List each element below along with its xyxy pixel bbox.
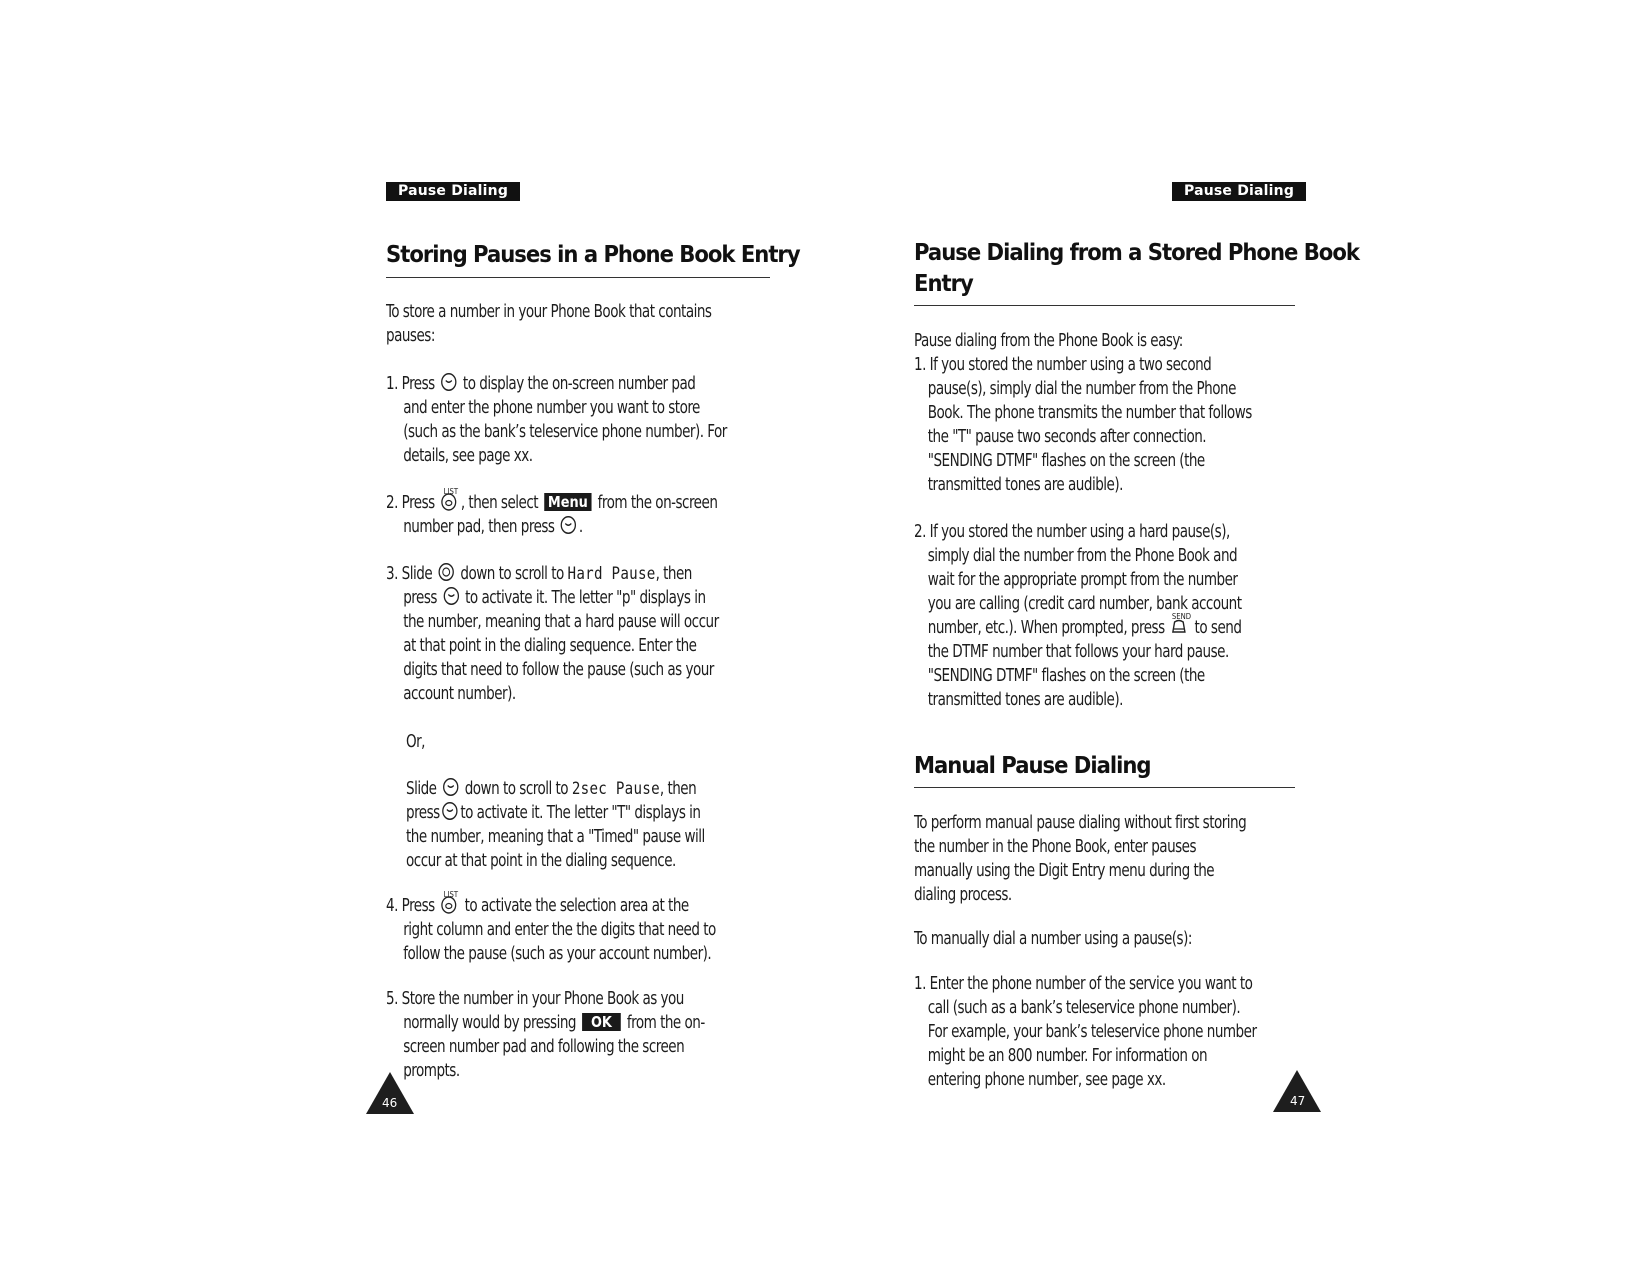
step-text: call (such as a bank’s teleservice phone number). (927, 998, 1241, 1018)
step-text: right column and enter the the digits that need to (403, 920, 716, 940)
step-text: entering phone number, see page xx. (927, 1070, 1166, 1090)
nav-key-icon (438, 562, 455, 582)
step-number: 2. (914, 522, 926, 542)
step-text: press (403, 588, 437, 608)
page-number-right (1273, 1070, 1321, 1112)
intro-line: pauses: (386, 326, 435, 346)
step-text: down to scroll to (464, 779, 569, 799)
step-text: press (406, 803, 440, 823)
manual-item-1 (914, 972, 1257, 1092)
step-3 (386, 562, 719, 706)
page-number-text: 46 (382, 1096, 398, 1110)
right-item-2 (914, 520, 1242, 712)
step-text: from the on- (626, 1013, 705, 1033)
step-text: , then (659, 779, 697, 799)
menu-option-text: 2sec Pause (571, 779, 660, 798)
step-text: If you stored the number using a hard pause(s), (929, 522, 1230, 542)
step-text: you are calling (credit card number, bank account (927, 594, 1242, 614)
step-text: to activate it. The letter "T" displays in (460, 803, 701, 823)
step-text: the "T" pause two seconds after connection. (927, 427, 1207, 447)
step-number: 2. (386, 493, 398, 513)
paragraph-line: To perform manual pause dialing without first storing (914, 813, 1247, 833)
ok-softkey-icon: OK (582, 1013, 620, 1031)
step-text: the number, meaning that a hard pause will occur (403, 612, 719, 632)
ok-key-icon (442, 586, 459, 606)
step-text: might be an 800 number. For information on (927, 1046, 1208, 1066)
intro-right: Pause dialing from the Phone Book is easy: (914, 331, 1183, 351)
manual-lead: To manually dial a number using a pause(s): (914, 929, 1192, 949)
step-text: , then select (460, 493, 539, 513)
step-number: 5. (386, 989, 398, 1009)
step-text: to display the on-screen number pad (462, 374, 696, 394)
ok-key-icon (441, 801, 458, 821)
send-key-icon (1170, 612, 1192, 636)
section-badge-left: Pause Dialing (386, 182, 520, 201)
paragraph-line: manually using the Digit Entry menu during the (914, 861, 1215, 881)
step-text: to send (1194, 618, 1242, 638)
list-key-icon (440, 487, 459, 511)
step-text: Slide (401, 564, 433, 584)
section-badge-right: Pause Dialing (1172, 182, 1306, 201)
step-number: 1. (914, 355, 926, 375)
step-text: For example, your bank’s teleservice phone number (927, 1022, 1257, 1042)
step-number: 1. (386, 374, 398, 394)
ok-key-icon (440, 372, 457, 392)
title-rule-right (914, 305, 1295, 306)
manual-title-rule (914, 787, 1295, 788)
ok-key-icon (560, 515, 577, 535)
step-5 (386, 987, 705, 1083)
step-text: wait for the appropriate prompt from the number (927, 570, 1238, 590)
step-text: to activate it. The letter "p" displays in (465, 588, 706, 608)
step-text: the number, meaning that a "Timed" pause will (406, 827, 705, 847)
step-text: number, etc.). When prompted, press (927, 618, 1165, 638)
step-3-alt (406, 777, 705, 873)
step-text: . (578, 517, 583, 537)
step-text: details, see page xx. (403, 446, 533, 466)
step-text: (such as the bank’s teleservice phone number). For (403, 422, 727, 442)
paragraph-line: dialing process. (914, 885, 1012, 905)
step-2 (386, 487, 718, 539)
or-text: Or, (406, 732, 425, 752)
intro-line: To store a number in your Phone Book that contains (386, 302, 712, 322)
step-text: at that point in the dialing sequence. Enter the (403, 636, 697, 656)
step-text: prompts. (403, 1061, 460, 1081)
step-text: number pad, then press (403, 517, 555, 537)
step-text: transmitted tones are audible). (927, 475, 1123, 495)
step-text: transmitted tones are audible). (927, 690, 1123, 710)
step-text: occur at that point in the dialing sequence. (406, 851, 676, 871)
step-text: If you stored the number using a two second (929, 355, 1212, 375)
title-rule-left (386, 277, 770, 278)
key-label: LIST (443, 487, 459, 496)
page-title-left: Storing Pauses in a Phone Book Entry (386, 242, 800, 268)
manual-intro (914, 811, 1246, 907)
key-label: SEND (1171, 612, 1192, 621)
step-number: 3. (386, 564, 398, 584)
step-text: the DTMF number that follows your hard pause. (927, 642, 1229, 662)
step-text: Enter the phone number of the service you want to (929, 974, 1253, 994)
step-text: to activate the selection area at the (464, 896, 689, 916)
step-text: Press (401, 896, 435, 916)
step-text: pause(s), simply dial the number from the Phone (927, 379, 1236, 399)
intro-left (386, 300, 711, 348)
step-text: simply dial the number from the Phone Book and (927, 546, 1238, 566)
paragraph-line: the number in the Phone Book, enter pauses (914, 837, 1197, 857)
step-text: Press (401, 374, 435, 394)
step-4 (386, 890, 716, 966)
step-text: "SENDING DTMF" flashes on the screen (the (927, 451, 1205, 471)
step-text: normally would by pressing (403, 1013, 576, 1033)
page-title-right (914, 238, 1359, 300)
page-number-left (366, 1072, 414, 1114)
step-1 (386, 372, 727, 468)
menu-option-text: Hard Pause (567, 564, 656, 583)
step-text: , then (655, 564, 692, 584)
step-number: 4. (386, 896, 398, 916)
title-line: Entry (914, 271, 973, 297)
title-line: Pause Dialing from a Stored Phone Book (914, 240, 1359, 266)
step-text: Book. The phone transmits the number that follows (927, 403, 1252, 423)
step-text: follow the pause (such as your account number). (403, 944, 712, 964)
step-text: account number). (403, 684, 516, 704)
step-text: screen number pad and following the screen (403, 1037, 685, 1057)
step-number: 1. (914, 974, 926, 994)
menu-softkey-icon: Menu (544, 493, 591, 511)
step-text: and enter the phone number you want to store (403, 398, 700, 418)
ok-key-icon (442, 777, 459, 797)
step-text: Press (401, 493, 435, 513)
step-text: digits that need to follow the pause (such as your (403, 660, 714, 680)
key-label: LIST (443, 890, 459, 899)
step-text: Slide (406, 779, 437, 799)
step-text: Store the number in your Phone Book as you (401, 989, 684, 1009)
section-title-manual: Manual Pause Dialing (914, 753, 1151, 779)
page-number-text: 47 (1290, 1094, 1306, 1108)
step-text: from the on-screen (597, 493, 718, 513)
right-item-1 (914, 353, 1252, 497)
step-text: down to scroll to (460, 564, 564, 584)
list-key-icon (440, 890, 459, 914)
step-text: "SENDING DTMF" flashes on the screen (the (927, 666, 1205, 686)
